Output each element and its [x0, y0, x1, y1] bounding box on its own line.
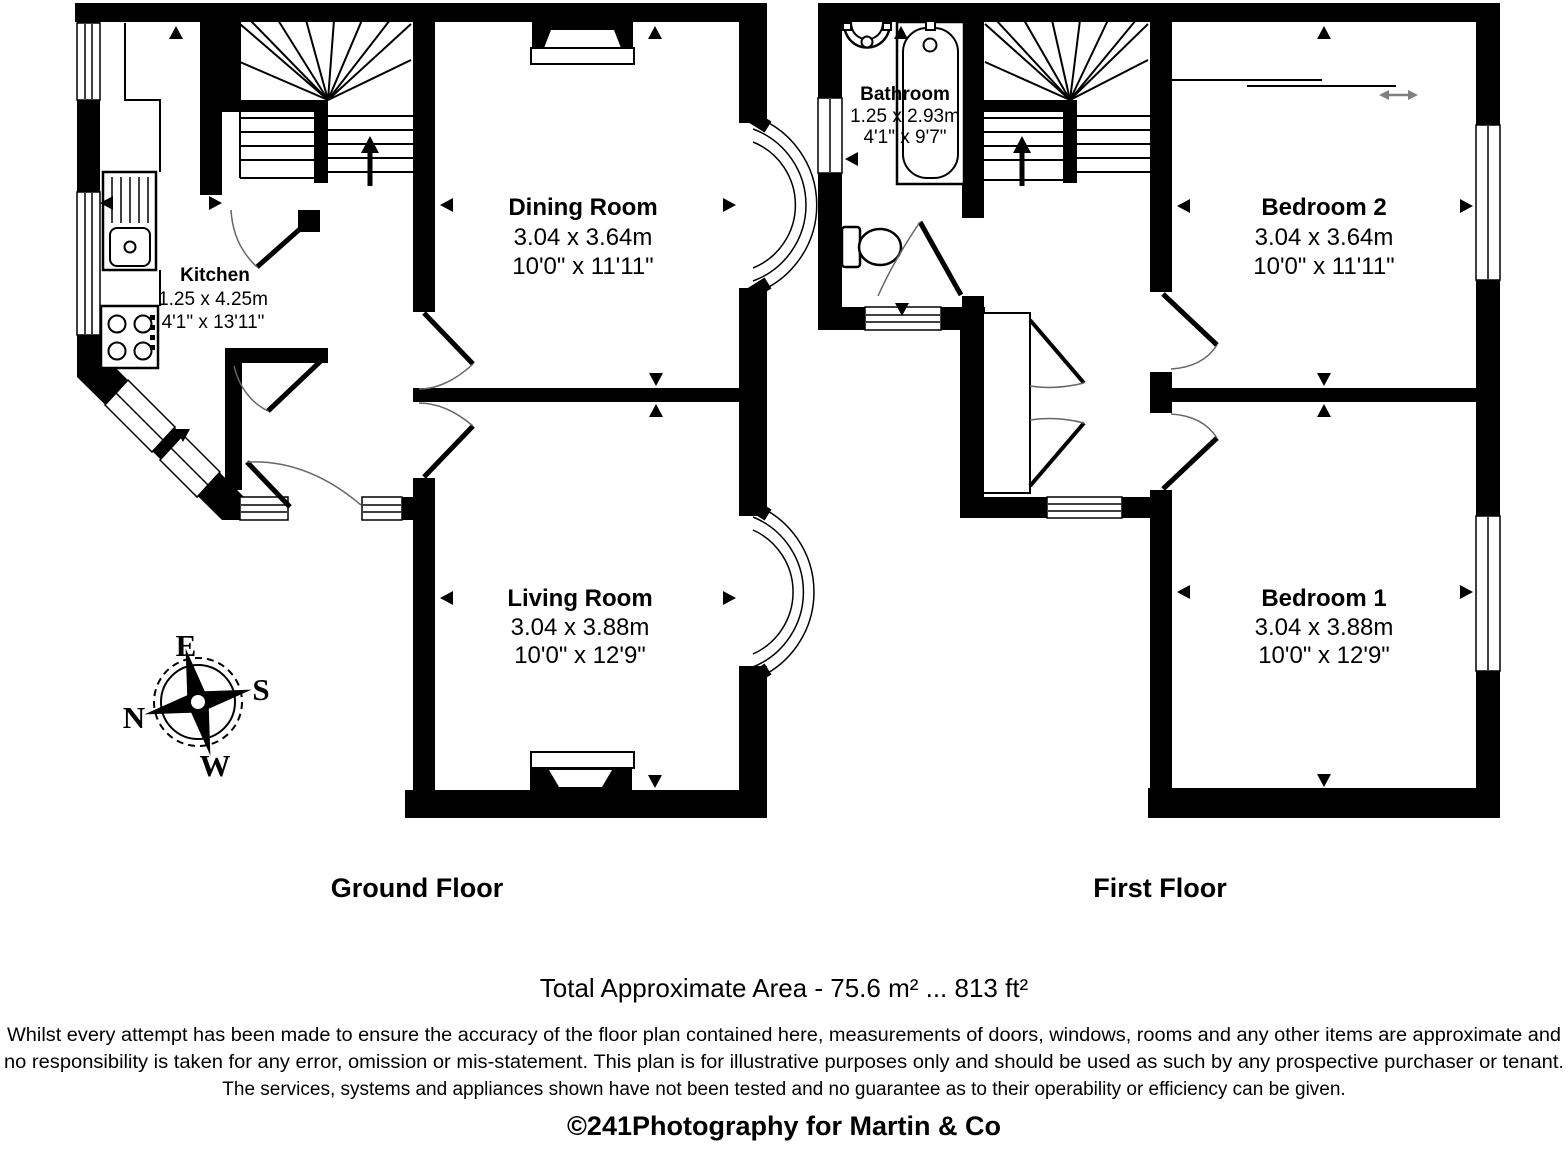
- toilet-icon: [842, 227, 901, 267]
- living-room-imperial: 10'0" x 12'9": [514, 642, 646, 669]
- dining-room-label: Dining Room: [508, 194, 658, 221]
- window: [77, 23, 100, 100]
- bedroom-1-label: Bedroom 1: [1261, 585, 1387, 612]
- compass-north-label: N: [122, 700, 146, 735]
- compass-rose-icon: [123, 628, 270, 783]
- fireplace-icon: [530, 752, 634, 790]
- window: [1476, 125, 1500, 280]
- total-area-label: Total Approximate Area - 75.6 m² ... 813 ft²: [539, 973, 1029, 1003]
- sink-icon: [103, 172, 156, 270]
- door-arc: [419, 403, 473, 477]
- first-floor-title: First Floor: [1093, 873, 1227, 903]
- window: [77, 192, 100, 335]
- bedroom-2-imperial: 10'0" x 11'11": [1253, 253, 1395, 280]
- compass-south-label: S: [252, 672, 270, 707]
- wardrobe-slider-icon: [1172, 80, 1418, 100]
- bathroom-imperial: 4'1" x 9'7": [863, 127, 947, 148]
- stairs-icon: [983, 20, 1150, 186]
- copyright-label: ©241Photography for Martin & Co: [567, 1111, 1001, 1141]
- bedroom-1-imperial: 10'0" x 12'9": [1258, 642, 1390, 669]
- door-arc: [1163, 294, 1217, 369]
- bedroom-2-metric: 3.04 x 3.64m: [1254, 224, 1394, 251]
- ground-floor-plan: [75, 3, 817, 818]
- window: [362, 497, 402, 520]
- bay-window-living: [744, 500, 814, 684]
- basin-icon: [843, 22, 891, 48]
- window: [818, 98, 842, 173]
- kitchen-imperial: 4'1" x 13'11": [161, 312, 265, 333]
- window: [1047, 497, 1122, 518]
- fireplace-icon: [531, 20, 634, 64]
- stairs-icon: [240, 20, 413, 186]
- kitchen-metric: 1.25 x 4.25m: [158, 289, 268, 310]
- cupboard: [983, 313, 1084, 493]
- disclaimer-line-1: Whilst every attempt has been made to ensure the accuracy of the floor plan contained here, measurements of doors, windows, rooms and any other items are approximate and: [7, 1025, 1562, 1046]
- bay-window-dining: [744, 112, 817, 298]
- door-arc: [1163, 414, 1217, 489]
- door-arc: [234, 357, 325, 411]
- ground-floor-title: Ground Floor: [330, 873, 504, 903]
- window: [1476, 516, 1500, 671]
- compass-east-label: E: [175, 628, 197, 663]
- door-arc: [419, 313, 473, 389]
- kitchen-label: Kitchen: [180, 265, 250, 286]
- bathroom-label: Bathroom: [860, 84, 950, 105]
- bedroom-1-metric: 3.04 x 3.88m: [1254, 614, 1394, 641]
- disclaimer-line-2: no responsibility is taken for any error, omission or mis-statement. This plan is for illustrative purposes only and should be used as such by any prospective purchaser or tenant.: [4, 1052, 1564, 1073]
- bathroom-metric: 1.25 x 2.93m: [850, 106, 960, 127]
- dining-room-metric: 3.04 x 3.64m: [513, 224, 653, 251]
- compass-west-label: W: [199, 748, 231, 783]
- hob-icon: [101, 306, 158, 368]
- disclaimer-line-3: The services, systems and appliances shown have not been tested and no guarantee as to their operability or efficiency can be given.: [222, 1079, 1346, 1100]
- dining-room-imperial: 10'0" x 11'11": [512, 253, 654, 280]
- ground-floor-walls: [75, 3, 767, 818]
- living-room-label: Living Room: [507, 585, 653, 612]
- first-floor-plan: [818, 3, 1500, 818]
- door-arc: [231, 210, 309, 267]
- living-room-metric: 3.04 x 3.88m: [510, 614, 650, 641]
- bedroom-2-label: Bedroom 2: [1261, 194, 1387, 221]
